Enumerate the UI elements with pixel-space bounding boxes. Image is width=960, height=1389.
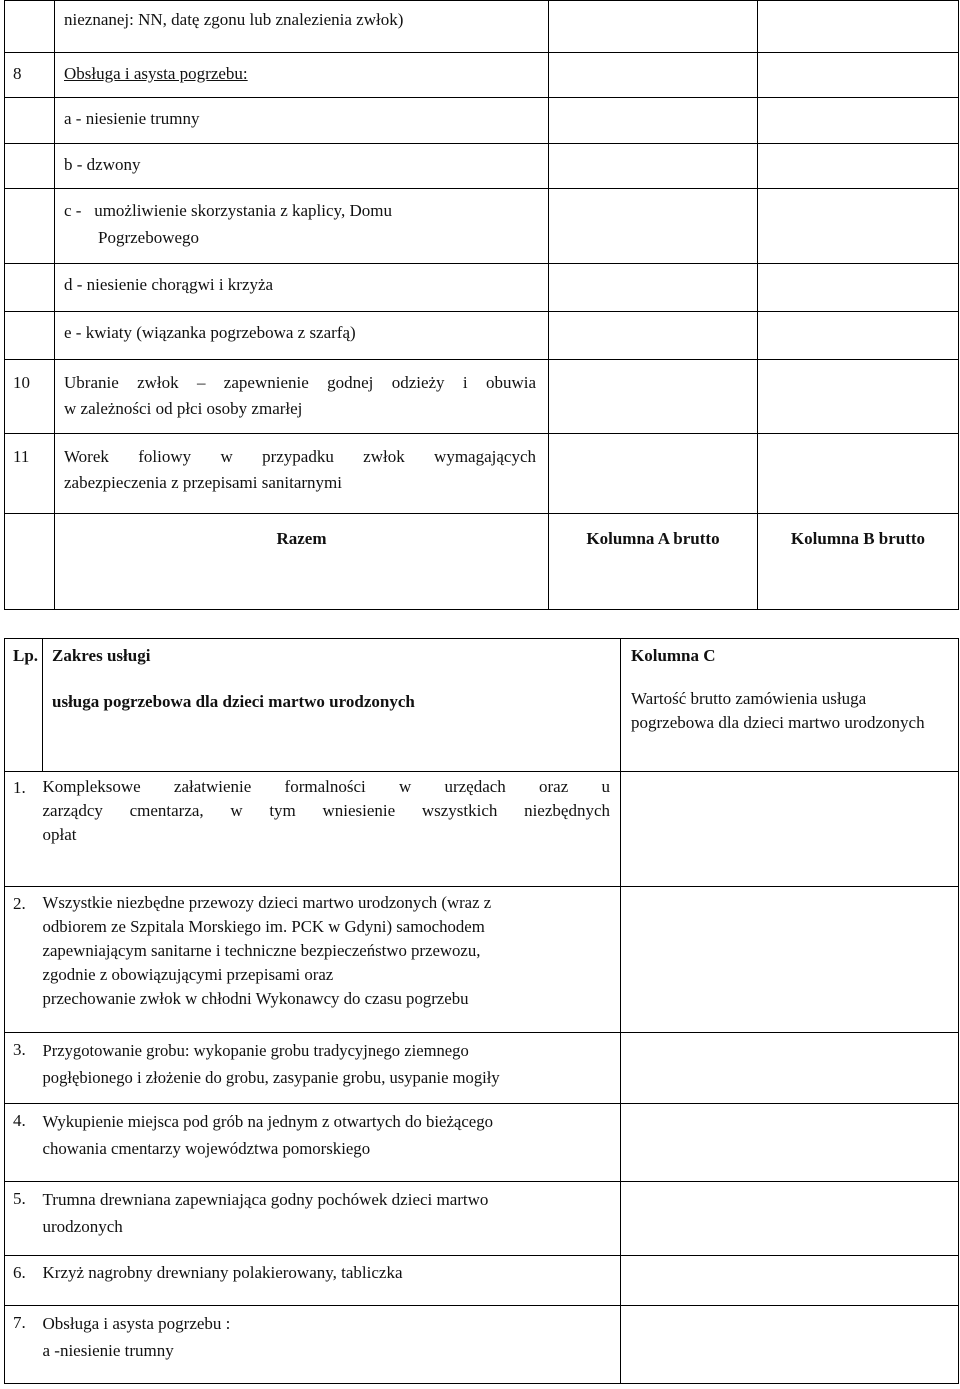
row-number: 7. [5,1306,43,1384]
row-number: 3. [5,1033,43,1104]
service-table-1 [4,0,959,610]
row-number: 10 [5,360,55,434]
table-row [5,312,959,360]
row-description: d - niesienie chorągwi i krzyża [55,264,549,312]
value-cell-b [758,144,959,189]
row-number: 8 [5,53,55,98]
value-cell-c [621,887,959,1033]
row-description: Wszystkie niezbędne przewozy dzieci martwo urodzonych (wraz z odbiorem ze Szpitala Morskiego im. PCK w Gdyni) samochodem zapewniającym sanitarne i techniczne bezpieczeństwo przewozu, zgodnie z obowiązującymi przepisami oraz przechowanie zwłok w chłodni Wykonawcy do czasu pogrzebu [43,887,621,1033]
row-number [5,189,55,264]
value-cell-b [758,312,959,360]
table-row [5,98,959,144]
table-row [5,1,959,53]
table-row [5,1033,959,1104]
row-description: Przygotowanie grobu: wykopanie grobu tradycyjnego ziemnego pogłębionego i złożenie do grobu, zasypanie grobu, usypanie mogiły [43,1033,621,1104]
row-number [5,144,55,189]
table-row [5,189,959,264]
summary-label: Razem [55,514,549,610]
value-cell-c [621,1033,959,1104]
row-number [5,312,55,360]
table-row [5,264,959,312]
header-row [5,639,959,772]
zakres-header: Zakres usługi usługa pogrzebowa dla dzieci martwo urodzonych [43,639,621,772]
row-description: c - umożliwienie skorzystania z kaplicy, Domu Pogrzebowego [55,189,549,264]
column-b-label: Kolumna B brutto [758,514,959,610]
summary-empty-cell [5,514,55,610]
value-cell-a [549,144,758,189]
value-cell-b [758,264,959,312]
table-row [5,360,959,434]
row-number: 5. [5,1182,43,1256]
row-number: 2. [5,887,43,1033]
value-cell-a [549,264,758,312]
table-row [5,1306,959,1384]
service-table-2 [4,638,959,1384]
value-cell-c [621,772,959,887]
row-description: Trumna drewniana zapewniająca godny pochówek dzieci martwo urodzonych [43,1182,621,1256]
table-row [5,772,959,887]
value-cell-a [549,189,758,264]
lp-header: Lp. [5,639,43,772]
value-cell-b [758,98,959,144]
table-row [5,1104,959,1182]
row-number [5,1,55,53]
row-description: b - dzwony [55,144,549,189]
value-cell-a [549,53,758,98]
table-row [5,434,959,514]
row-description: a - niesienie trumny [55,98,549,144]
value-cell-c [621,1104,959,1182]
row-number [5,264,55,312]
table-row [5,53,959,98]
kolumna-c-header: Kolumna C Wartość brutto zamówienia usługa pogrzebowa dla dzieci martwo urodzonych [621,639,959,772]
row-number: 6. [5,1256,43,1306]
row-description: Kompleksowe załatwienie formalności w urzędach oraz u zarządcy cmentarza, w tym wniesienie wszystkich niezbędnych opłat [43,772,621,887]
row-number: 11 [5,434,55,514]
value-cell-a [549,1,758,53]
value-cell-b [758,189,959,264]
row-description: Wykupienie miejsca pod grób na jednym z otwartych do bieżącego chowania cmentarzy województwa pomorskiego [43,1104,621,1182]
table-row [5,887,959,1033]
row-number: 4. [5,1104,43,1182]
value-cell-a [549,98,758,144]
row-number [5,98,55,144]
value-cell-c [621,1182,959,1256]
column-a-label: Kolumna A brutto [549,514,758,610]
value-cell-b [758,434,959,514]
value-cell-c [621,1306,959,1384]
row-description: Worek foliowy w przypadku zwłok wymagających zabezpieczenia z przepisami sanitarnymi [55,434,549,514]
row-description: Krzyż nagrobny drewniany polakierowany, tabliczka [43,1256,621,1306]
table-row [5,1256,959,1306]
row-number: 1. [5,772,43,887]
value-cell-a [549,312,758,360]
value-cell-a [549,434,758,514]
row-description: Obsługa i asysta pogrzebu: [55,53,549,98]
value-cell-b [758,360,959,434]
table-row [5,1182,959,1256]
value-cell-c [621,1256,959,1306]
value-cell-b [758,53,959,98]
summary-row [5,514,959,610]
table-row [5,144,959,189]
row-description: e - kwiaty (wiązanka pogrzebowa z szarfą) [55,312,549,360]
row-description: Ubranie zwłok – zapewnienie godnej odzieży i obuwia w zależności od płci osoby zmarłej [55,360,549,434]
row-description: nieznanej: NN, datę zgonu lub znalezienia zwłok) [55,1,549,53]
row-description: Obsługa i asysta pogrzebu : a -niesienie trumny [43,1306,621,1384]
value-cell-b [758,1,959,53]
value-cell-a [549,360,758,434]
